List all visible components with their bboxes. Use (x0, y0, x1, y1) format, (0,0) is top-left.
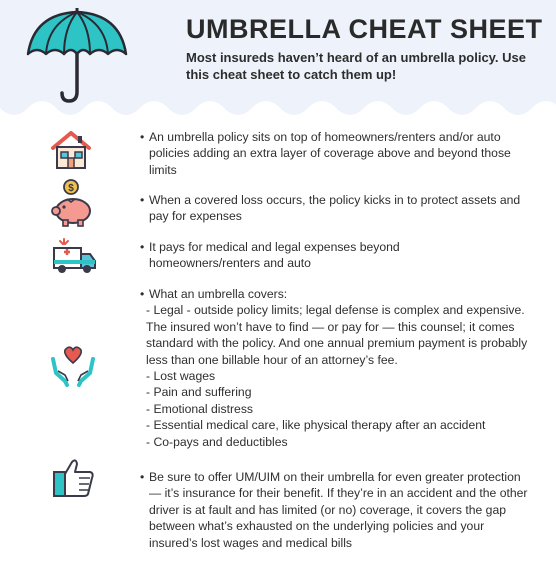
bullet-dot: • (140, 240, 145, 254)
coverage-item: - Lost wages (146, 369, 216, 384)
bullet-text: Be sure to offer UM/UIM on their umbrella for even greater protection — it’s insurance for their benefit. If they’re in an accident and the other driver is at fault and has limited (or no) coverage, it covers the gap between what’s exhausted on the underlying policies and your insured’s lost wages and medical bills (149, 470, 528, 550)
bullet-item (140, 129, 540, 178)
page-subtitle: Most insureds haven’t heard of an umbrella policy. Use this cheat sheet to catch them up! (186, 50, 527, 82)
bullet-text: What an umbrella covers: (149, 287, 288, 301)
coverage-item: - Emotional distress (146, 401, 254, 416)
svg-text:$: $ (68, 183, 74, 194)
bullet-text: An umbrella policy sits on top of homeowners/renters and/or auto policies adding an extra layer of coverage above and beyond those limits (149, 130, 511, 177)
bullet-item (140, 239, 440, 272)
ambulance-icon (50, 236, 98, 276)
bullet-item (140, 192, 540, 225)
page-title: UMBRELLA CHEAT SHEET (186, 14, 543, 44)
coverage-item: - Essential medical care, like physical therapy after an accident (146, 418, 486, 433)
coverage-item: - Co-pays and deductibles (146, 434, 288, 449)
bullet-dot: • (140, 287, 145, 301)
bullet-dot: • (140, 130, 145, 144)
bullet-text: It pays for medical and legal expenses beyond homeowners/renters and auto (149, 240, 400, 271)
bullet-item (140, 286, 528, 450)
hands-heart-icon (50, 345, 96, 387)
coverage-item: - Pain and suffering (146, 385, 252, 400)
bullet-item (140, 469, 536, 551)
coverage-item: - Legal - outside policy limits; legal defense is complex and expensive. The insured won’t have to find — or pay for — this counsel; it comes standard with the policy. And one annual premium payment is probably less than one billable hour of an attorney’s fee. (146, 303, 528, 367)
piggy-bank-icon (50, 178, 96, 228)
umbrella-icon (22, 6, 132, 104)
thumbs-up-icon (52, 456, 96, 498)
bullet-text: When a covered loss occurs, the policy kicks in to protect assets and pay for expenses (149, 193, 521, 224)
bullet-dot: • (140, 470, 145, 484)
house-icon (50, 130, 92, 170)
bullet-dot: • (140, 193, 145, 207)
